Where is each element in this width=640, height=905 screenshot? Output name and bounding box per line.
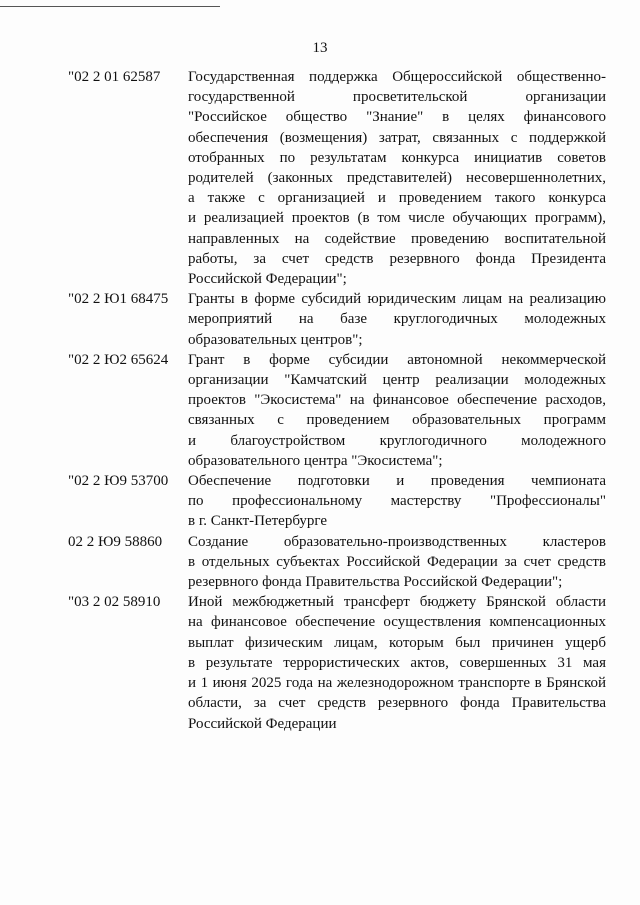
description-line: в результате террористических актов, совершенных 31 мая	[188, 654, 606, 671]
budget-entry	[68, 471, 606, 532]
description-line: на финансовое обеспечение осуществления компенсационных	[188, 614, 606, 631]
description-line: Создание образовательно-производственных кластеров	[188, 533, 606, 550]
description-line: Обеспечение подготовки и проведения чемпионата	[188, 473, 606, 490]
top-border-line	[0, 6, 220, 7]
description-line: государственной просветительской организации	[188, 89, 606, 106]
description-line: выплат физическим лицам, которым был причинен ущерб	[188, 634, 606, 651]
description-line: Грант в форме субсидии автономной некоммерческой	[188, 351, 606, 368]
description-line: образовательных центров";	[188, 331, 363, 348]
description-line: работы, за счет средств резервного фонда Президента	[188, 250, 606, 267]
description-line: родителей (законных представителей) несовершеннолетних,	[188, 170, 606, 187]
description-line: в отдельных субъектах Российской Федерации за счет средств	[188, 553, 606, 570]
budget-entry	[68, 350, 606, 471]
description-line: мероприятий на базе круглогодичных молодежных	[188, 311, 606, 328]
budget-entry	[68, 532, 606, 593]
budget-description	[188, 289, 606, 350]
budget-description	[188, 592, 606, 733]
description-line: Государственная поддержка Общероссийской общественно-	[188, 69, 606, 85]
description-line: и реализацией проектов (в том числе обучающих программ),	[188, 210, 606, 227]
page-number: 13	[312, 40, 328, 56]
description-line: образовательного центра "Экосистема";	[188, 452, 443, 469]
description-line: области, за счет средств резервного фонда Правительства	[188, 695, 606, 712]
budget-code: 02 2 Ю9 58860	[68, 533, 163, 550]
description-line: "Российское общество "Знание" в целях финансового	[188, 109, 606, 126]
budget-code: "02 2 01 62587	[68, 69, 161, 85]
budget-description	[188, 350, 606, 471]
budget-entry	[68, 289, 606, 350]
budget-description	[188, 532, 606, 593]
description-line: а также с организацией и проведением такого конкурса	[188, 190, 606, 207]
description-line: в г. Санкт-Петербурге	[188, 513, 327, 530]
description-line: и благоустройством круглогодичного молодежного	[188, 432, 606, 449]
budget-code: "02 2 Ю2 65624	[68, 351, 169, 368]
budget-entry	[68, 592, 606, 733]
description-line: отобранных по результатам конкурса инициатив советов	[188, 149, 606, 166]
description-line: и 1 июня 2025 года на железнодорожном транспорте в Брянской	[188, 675, 606, 692]
budget-code-list	[68, 67, 606, 734]
budget-code: "03 2 02 58910	[68, 594, 161, 611]
description-line: Российской Федерации	[188, 715, 337, 732]
description-line: направленных на содействие проведению воспитательной	[188, 230, 606, 247]
description-line: по профессиональному мастерству "Профессионалы"	[188, 493, 606, 510]
description-line: Иной межбюджетный трансферт бюджету Брянской области	[188, 594, 606, 611]
budget-entry	[68, 67, 606, 289]
budget-code: "02 2 Ю9 53700	[68, 473, 169, 490]
budget-description	[188, 67, 606, 289]
description-line: Российской Федерации";	[188, 271, 347, 288]
description-line: резервного фонда Правительства Российской Федерации";	[188, 574, 563, 591]
description-line: связанных с проведением образовательных программ	[188, 412, 606, 429]
description-line: организации "Камчатский центр реализации молодежных	[188, 372, 606, 389]
description-line: обеспечения (возмещения) затрат, связанных с поддержкой	[188, 129, 606, 146]
description-line: Гранты в форме субсидий юридическим лицам на реализацию	[188, 291, 606, 308]
budget-description	[188, 471, 606, 532]
budget-code: "02 2 Ю1 68475	[68, 291, 169, 308]
description-line: проектов "Экосистема" на финансовое обеспечение расходов,	[188, 392, 606, 409]
